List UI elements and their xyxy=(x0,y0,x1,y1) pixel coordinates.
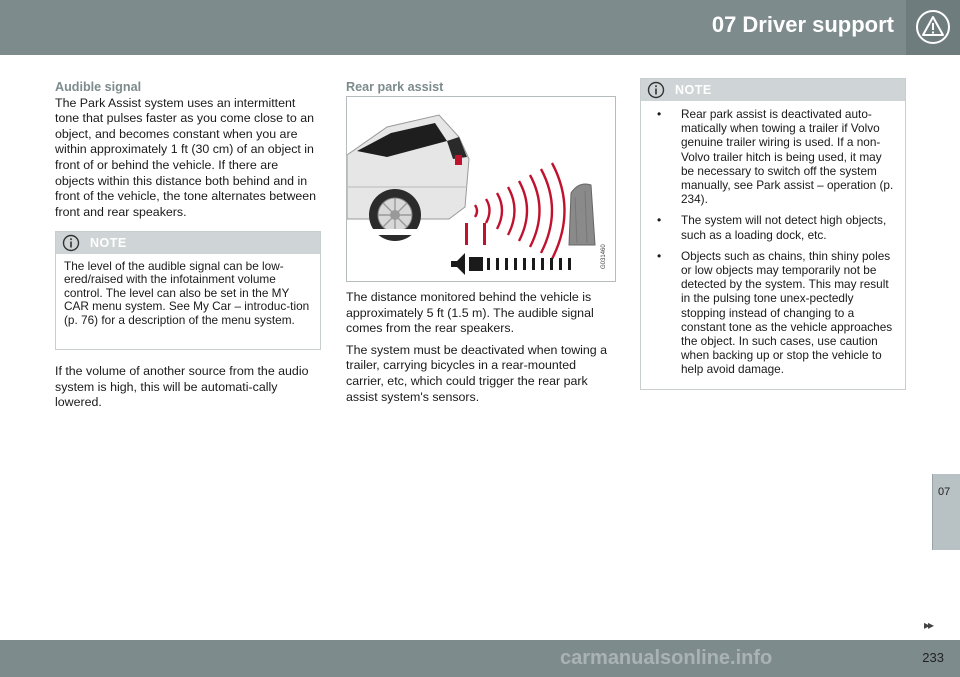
left-column xyxy=(55,80,320,220)
note-bullet: • Rear park assist is deactivated auto-matically when towing a trailer if Volvo genuine trailer wiring is used. If a non-Volvo trailer hitch is being used, it may be necessary to switch off the system manually, see Park assist – operation (p. 234). xyxy=(649,107,897,206)
audible-signal-heading: Audible signal xyxy=(55,80,142,94)
sensor-right xyxy=(483,223,486,245)
side-tab-label: 07 xyxy=(938,486,951,498)
tail-light xyxy=(455,155,462,165)
obstacle-post xyxy=(569,184,595,245)
note-bullet: • The system will not detect high objects, such as a loading dock, etc. xyxy=(649,213,897,241)
info-icon xyxy=(647,81,665,99)
signal-waves xyxy=(475,163,565,259)
note-bullets xyxy=(641,101,905,392)
note-label: NOTE xyxy=(675,83,712,97)
left-note-box xyxy=(55,231,321,350)
volume-text: If the volume of another source from the audio system is high, this will be automati-cally lowered. xyxy=(55,364,309,410)
rear-park-assist-illustration xyxy=(346,96,616,282)
warning-box xyxy=(906,0,960,55)
page-number: 233 xyxy=(922,650,944,665)
warning-triangle-icon xyxy=(915,9,951,45)
middle-column-text xyxy=(346,290,616,405)
left-column-bottom xyxy=(55,364,320,411)
chapter-header xyxy=(0,0,960,55)
note-text: The level of the audible signal can be low-ered/raised with the infotainment volume control. The level can also be set in the MY CAR menu system. See My Car – introduc-tion (p. 76) for a description of the menu system. xyxy=(64,259,310,327)
note-label: NOTE xyxy=(90,236,127,250)
page-footer xyxy=(0,640,960,677)
park-assist-diagram xyxy=(347,97,615,281)
sensor-left xyxy=(465,223,468,245)
next-page-arrows[interactable]: ▸▸ xyxy=(924,618,933,632)
note-bullet: • Objects such as chains, thin shiny poles or low objects may temporarily not be detected by the system. This may result in the pulsing tone unex-pectedly stopping instead of changing to a constant tone as the vehicle approaches the object. In such cases, use caution when backing up or stop the vehicle to help avoid damage. xyxy=(649,249,897,377)
middle-heading-wrap xyxy=(346,80,616,96)
rear-park-assist-heading: Rear park assist xyxy=(346,80,444,94)
figure-code: G031460 xyxy=(601,244,607,269)
watermark: carmanualsonline.info xyxy=(560,647,773,669)
distance-text: The distance monitored behind the vehicle is approximately 5 ft (1.5 m). The audible signal comes from the rear speakers. xyxy=(346,290,594,336)
deactivate-text: The system must be deactivated when towing a trailer, carrying bicycles in a rear-mounted carrier, etc, which could trigger the rear park assist system's sensors. xyxy=(346,342,608,404)
right-note-box xyxy=(640,78,906,390)
info-icon xyxy=(62,234,80,252)
note-header xyxy=(56,232,320,254)
note-header xyxy=(641,79,905,101)
speaker-icon xyxy=(451,253,465,275)
audible-signal-text: The Park Assist system uses an intermittent tone that pulses faster as you come close to an object, and becomes constant when you are within approximately 1 ft (30 cm) of an object in front of or behind the vehicle. If there are objects within this distance both behind and in front of the vehicle, the tone alternates between front and rear speakers. xyxy=(55,95,317,219)
volume-bars xyxy=(487,258,571,270)
chapter-title: 07 Driver support xyxy=(711,12,894,37)
chapter-side-tab[interactable] xyxy=(932,474,960,550)
